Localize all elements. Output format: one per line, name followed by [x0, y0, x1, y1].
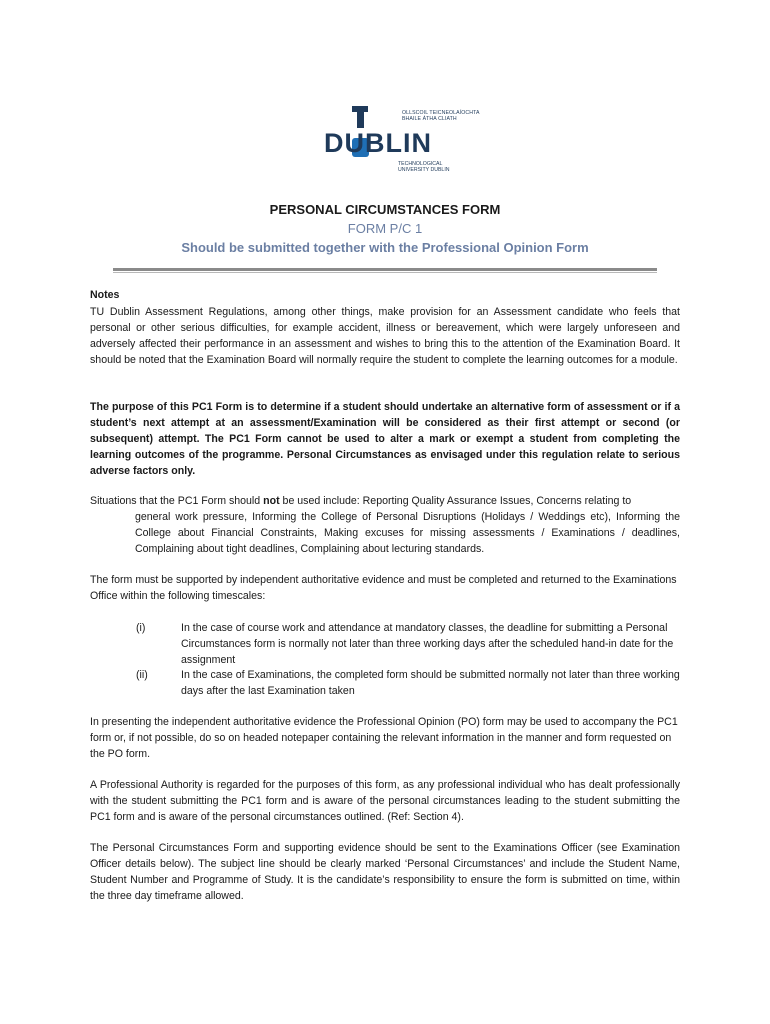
notes-intro-paragraph: TU Dublin Assessment Regulations, among other things, make provision for an Assessment candidate who feels that personal or other serious difficulties, for example accident, illness or bereavement, which were largely unforeseen and adversely affected their performance in an assessment and wishes to bring this to the attention of the Examination Board. It should be noted that the Examination Board will normally require the student to complete the learning outcomes for a module.	[90, 306, 680, 366]
header-divider-thin	[113, 272, 657, 273]
purpose-paragraph: The purpose of this PC1 Form is to determine if a student should undertake an alternative form of assessment or if a student’s next attempt at an assessment/Examination will be considered as their first attempt or second (or subsequent) attempt. The PC1 Form cannot be used to alter a mark or exempt a student from completing the learning outcomes of the programme. Personal Circumstances as envisaged under this regulation relate to serious adverse factors only.	[90, 401, 680, 477]
timescale-item: In the case of course work and attendance at mandatory classes, the deadline for submitting a Personal Circumstances form is normally not later than three working days after the scheduled hand-in date for the assignment	[181, 622, 674, 666]
submission-paragraph: The Personal Circumstances Form and supporting evidence should be sent to the Examinations Officer (see Examination Officer details below). The subject line should be clearly marked ‘Personal Circumstances’ and include the Student Name, Student Number and Programme of Study. It is the candidate’s responsibility to ensure the form is submitted on time, within the three day timeframe allowed.	[90, 842, 680, 902]
notes-heading: Notes	[90, 289, 120, 301]
logo-tech-text: TECHNOLOGICAL UNIVERSITY DUBLIN	[398, 161, 450, 173]
evidence-paragraph: The form must be supported by independent authoritative evidence and must be completed and returned to the Examinations Office within the following timescales:	[90, 574, 677, 602]
po-form-paragraph: In presenting the independent authoritative evidence the Professional Opinion (PO) form may be used to accompany the PC1 form or, if not possible, do so on headed notepaper containing the relevant information in the manner and form requested on the PO form.	[90, 716, 678, 760]
logo-irish-text: OLLSCOIL TEICNEOLAÍOCHTA BHAILE ÁTHA CLIATH	[402, 110, 480, 122]
professional-authority-paragraph: A Professional Authority is regarded for the purposes of this form, as any professional individual who has dealt professionally with the student submitting the PC1 form and is aware of the personal circumstances leading to the student submitting the PC1 form and is aware of the personal circumstances outlined. (Ref: Section 4).	[90, 779, 680, 823]
situations-first-line: Situations that the PC1 Form should not be used include: Reporting Quality Assurance Issues, Concerns relating to	[90, 495, 632, 507]
timescale-number: (i)	[136, 622, 146, 634]
form-code: FORM P/C 1	[347, 221, 423, 236]
form-subtitle: Should be submitted together with the Professional Opinion Form	[181, 240, 589, 255]
situations-list-paragraph: general work pressure, Informing the College of Personal Disruptions (Holidays / Weddings etc), Informing the College about Financial Constraints, Making excuses for missing assessments / Examinations / deadlines, Complaining about tight deadlines, Complaining about lecturing standards.	[135, 511, 680, 555]
form-title: PERSONAL CIRCUMSTANCES FORM	[269, 202, 501, 217]
header-divider	[113, 268, 657, 271]
logo-wordmark: DUBLIN	[324, 128, 432, 158]
timescale-item: In the case of Examinations, the completed form should be submitted normally not later than three working days after the last Examination taken	[181, 669, 680, 697]
tu-dublin-logo	[324, 106, 480, 176]
timescale-number: (ii)	[136, 669, 148, 681]
